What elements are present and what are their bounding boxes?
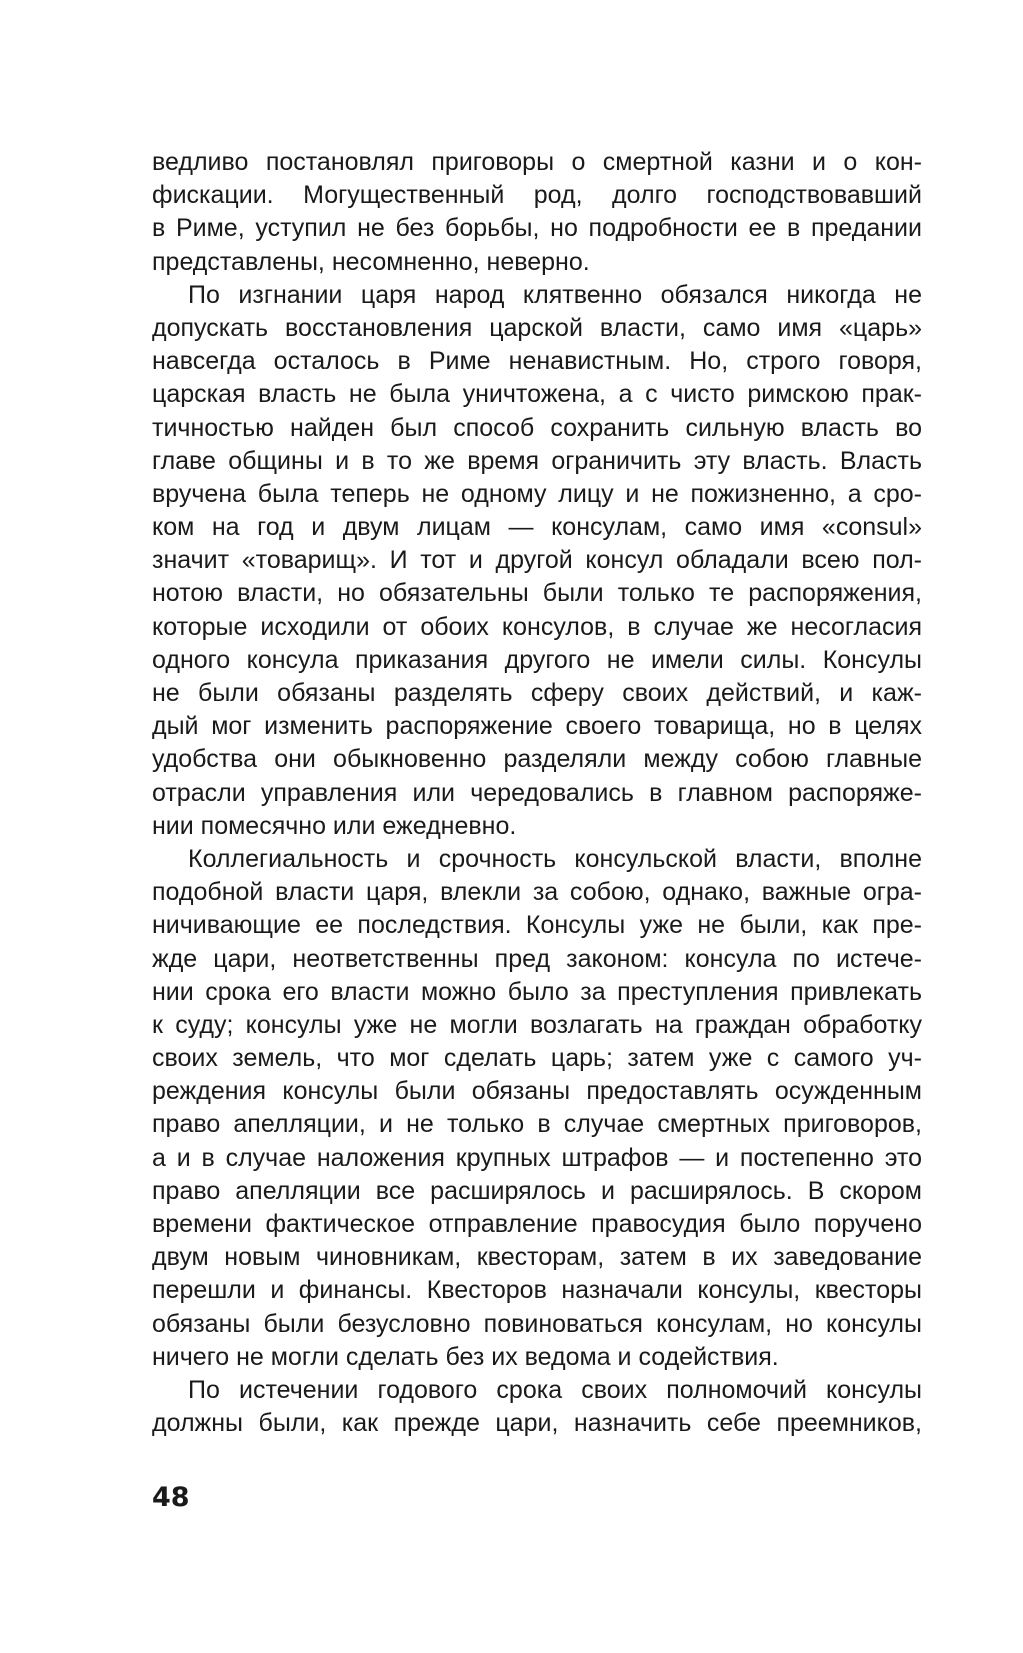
text-line: Коллегиальность и срочность консульской власти, вполне bbox=[188, 844, 922, 873]
text-line: допускать восстановления царской власти, само имя «царь» bbox=[152, 313, 922, 342]
text-line: обязаны были безусловно повиноваться консулам, но консулы bbox=[152, 1309, 922, 1338]
text-line: должны были, как прежде цари, назначить себе преемников, bbox=[152, 1409, 922, 1438]
text-line: тичностью найден был способ сохранить сильную власть во bbox=[152, 413, 922, 442]
text-line: ничего не могли сделать без их ведома и содействия. bbox=[152, 1342, 779, 1371]
paragraph bbox=[152, 843, 922, 1374]
text-line: своих земель, что мог сделать царь; затем уже с самого уч- bbox=[152, 1044, 922, 1073]
text-line: перешли и финансы. Квесторов назначали консулы, квесторы bbox=[152, 1276, 922, 1305]
text-line: не были обязаны разделять сферу своих действий, и каж- bbox=[152, 679, 922, 707]
text-line: жде цари, неответственны пред законом: консула по истече- bbox=[152, 944, 922, 973]
text-line: ничивающие ее последствия. Консулы уже не были, как пре- bbox=[152, 911, 922, 940]
text-line: По изгнании царя народ клятвенно обязался никогда не bbox=[188, 280, 922, 309]
text-line: По истечении годового срока своих полномочий консулы bbox=[188, 1375, 922, 1404]
text-line: ком на год и двум лицам — консулам, само имя «consul» bbox=[152, 513, 922, 542]
text-line: главе общины и в то же время ограничить эту власть. Власть bbox=[152, 446, 922, 475]
body-text bbox=[152, 146, 922, 1440]
paragraph bbox=[152, 279, 922, 843]
page-number: 48 bbox=[152, 1482, 190, 1513]
text-line: представлены, несомненно, неверно. bbox=[152, 247, 590, 276]
text-line: которые исходили от обоих консулов, в случае же несогласия bbox=[152, 612, 922, 641]
text-line: нии помесячно или ежедневно. bbox=[152, 811, 517, 840]
text-line: навсегда осталось в Риме ненавистным. Но, строго говоря, bbox=[152, 347, 922, 376]
text-line: в Риме, уступил не без борьбы, но подробности ее в предании bbox=[152, 214, 922, 243]
text-line: реждения консулы были обязаны предоставлять осужденным bbox=[152, 1077, 922, 1106]
text-line: вручена была теперь не одному лицу и не пожизненно, а сро- bbox=[152, 479, 922, 508]
text-line: дый мог изменить распоряжение своего товарища, но в целях bbox=[152, 712, 922, 741]
text-line: право апелляции все расширялось и расширялось. В скором bbox=[152, 1176, 922, 1205]
text-line: времени фактическое отправление правосудия было поручено bbox=[152, 1210, 922, 1238]
text-line: ведливо постановлял приговоры о смертной казни и о кон- bbox=[152, 148, 922, 176]
text-line: фискации. Могущественный род, долго господствовавший bbox=[152, 181, 922, 210]
text-line: а и в случае наложения крупных штрафов — и постепенно это bbox=[152, 1143, 922, 1172]
text-line: право апелляции, и не только в случае смертных приговоров, bbox=[152, 1110, 922, 1139]
text-line: значит «товарищ». И тот и другой консул обладали всею пол- bbox=[152, 546, 922, 575]
text-line: двум новым чиновникам, квесторам, затем в их заведование bbox=[152, 1243, 922, 1272]
text-line: удобства они обыкновенно разделяли между собою главные bbox=[152, 745, 922, 774]
text-line: нотою власти, но обязательны были только те распоряжения, bbox=[152, 579, 922, 608]
text-line: одного консула приказания другого не имели силы. Консулы bbox=[152, 645, 922, 674]
text-line: к суду; консулы уже не могли возлагать на граждан обработку bbox=[152, 1010, 922, 1039]
paragraph bbox=[152, 146, 922, 279]
text-line: царская власть не была уничтожена, а с чисто римскою прак- bbox=[152, 380, 922, 409]
text-line: отрасли управления или чередовались в главном распоряже- bbox=[152, 778, 922, 807]
text-line: подобной власти царя, влекли за собою, однако, важные огра- bbox=[152, 878, 922, 907]
text-line: нии срока его власти можно было за преступления привлекать bbox=[152, 977, 922, 1006]
paragraph bbox=[152, 1374, 922, 1440]
